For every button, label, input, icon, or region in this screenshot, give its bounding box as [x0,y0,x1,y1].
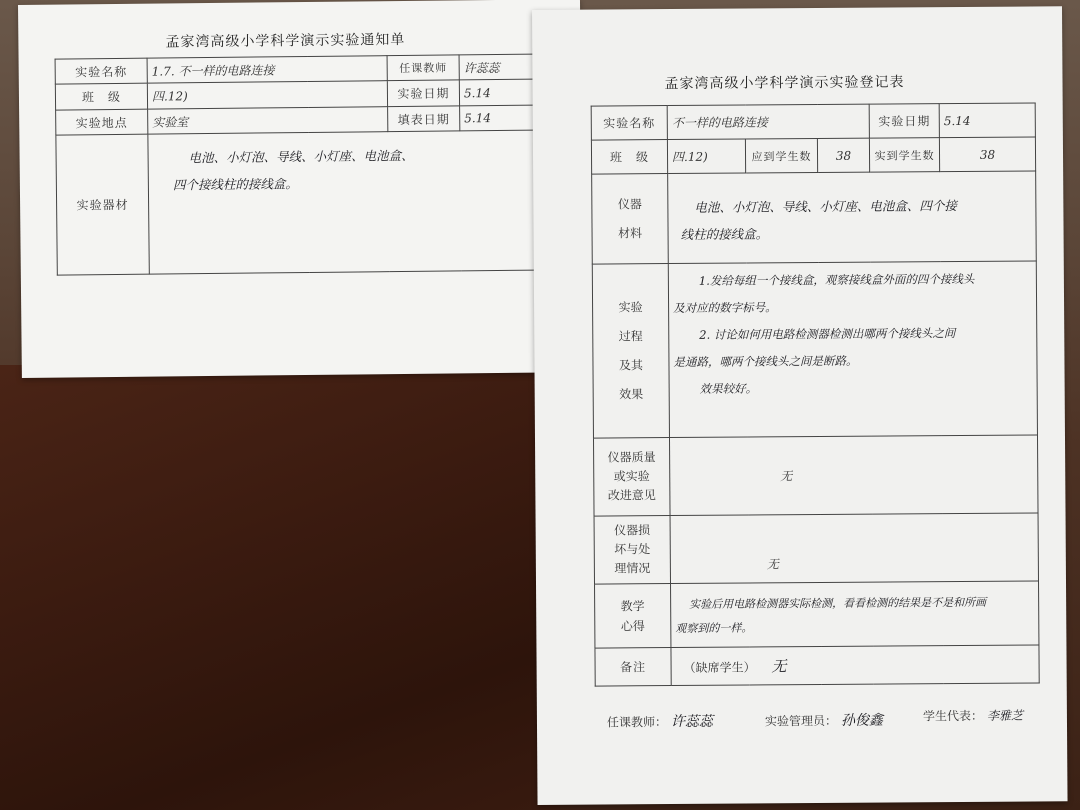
record-remark-cell [671,645,1039,686]
record-absent-value: 无 [771,657,787,676]
notice-place-label: 实验地点 [56,109,148,135]
notice-equipment-cell [148,130,547,274]
record-process-label-3: 及其 [618,357,644,372]
record-insight-label-1: 教学 [620,598,645,613]
record-quality-value: 无 [669,435,1038,516]
notice-fill-date-label: 填表日期 [388,106,460,132]
footer-admin [765,710,883,731]
record-process-line-4: 是通路，哪两个接线头之间是断路。 [673,353,858,370]
notice-equipment-label: 实验器材 [56,134,149,275]
record-quality-label [593,438,670,517]
record-expected-label: 应到学生数 [745,139,817,174]
record-name-value: 不一样的电路连接 [667,104,869,139]
record-instrument-line-2: 线柱的接线盒。 [680,225,769,242]
record-insight-line-1: 实验后用电路检测器实际检测，看看检测的结果是不是和所画 [689,595,987,611]
notice-name-label: 实验名称 [55,58,147,84]
record-instrument-label-2: 材料 [617,225,643,240]
notice-equipment-line-1: 电池、小灯泡、导线、小灯座、电池盒、 [188,147,414,166]
footer-student-label: 学生代表： [922,708,984,724]
notice-class-label: 班 级 [55,83,147,110]
notice-teacher-label: 任课教师 [387,55,459,81]
record-process-cell [668,261,1037,438]
record-insight-label [595,584,671,649]
record-damage-label [594,516,670,585]
record-process-label-4: 效果 [619,386,644,401]
footer-student-signature: 李雅芝 [986,708,1024,723]
record-class-label: 班 级 [591,140,667,175]
notice-sheet [18,0,584,378]
notice-place-value: 实验室 [148,107,388,135]
record-process-label [592,264,669,439]
notice-date-value: 5.14 [459,79,545,106]
wooden-desk [0,365,560,810]
footer-teacher-label: 任课教师： [606,715,668,730]
record-instrument-label [592,174,669,265]
record-insight-cell [671,581,1039,648]
record-absent-label: （缺席学生） [683,660,756,675]
record-expected-value: 38 [817,138,869,172]
notice-teacher-value: 许蕊蕊 [459,54,545,80]
notice-name-value: 1.7. 不一样的电路连接 [147,56,387,84]
footer-student [923,707,1023,725]
notice-title: 孟家湾高级小学科学演示实验通知单 [165,31,406,51]
record-date-label: 实验日期 [869,104,939,138]
notice-equipment-line-2: 四个接线柱的接线盒。 [172,176,298,193]
record-sheet [532,6,1068,805]
record-actual-value: 38 [939,137,1035,172]
record-process-line-2: 及对应的数字标号。 [673,300,777,316]
record-instrument-label-1: 仪器 [617,196,642,211]
record-table [591,102,1040,686]
record-damage-label-1: 仪器损 [614,523,651,538]
notice-class-value: 四.12) [147,81,387,110]
record-damage-label-2: 坏与处 [614,542,651,557]
footer-teacher-signature: 许蕊蕊 [670,713,714,731]
record-damage-label-3: 理情况 [614,561,651,576]
notice-table [55,53,548,275]
notice-fill-date-value: 5.14 [460,105,546,131]
record-instrument-line-1: 电池、小灯泡、导线、小灯座、电池盒、四个接 [694,197,957,215]
notice-date-label: 实验日期 [387,80,459,107]
record-quality-label-3: 改进意见 [607,488,656,503]
record-insight-line-2: 观察到的一样。 [675,620,753,635]
record-quality-label-1: 仪器质量 [607,450,656,465]
record-remark-label: 备注 [595,648,671,687]
record-process-line-1: 1.发给每组一个接线盒，观察接线盒外面的四个接线头 [698,271,975,288]
footer-admin-label: 实验管理员： [764,713,838,729]
record-damage-value: 无 [670,513,1038,584]
record-actual-label: 实到学生数 [869,138,939,172]
record-instrument-cell [668,171,1037,264]
record-quality-label-2: 或实验 [613,469,650,484]
record-process-label-2: 过程 [618,328,643,343]
record-process-label-1: 实验 [618,299,643,314]
record-date-value: 5.14 [939,103,1035,138]
footer-admin-signature: 孙俊鑫 [840,712,884,729]
record-insight-label-2: 心得 [620,618,645,633]
record-name-label: 实验名称 [591,106,667,141]
record-process-line-3: 2. 讨论如何用电路检测器检测出哪两个接线头之间 [699,326,956,342]
record-title: 孟家湾高级小学科学演示实验登记表 [664,74,905,93]
footer-teacher [607,711,713,732]
record-class-value: 四.12) [667,139,745,174]
record-process-line-5: 效果较好。 [699,381,758,396]
